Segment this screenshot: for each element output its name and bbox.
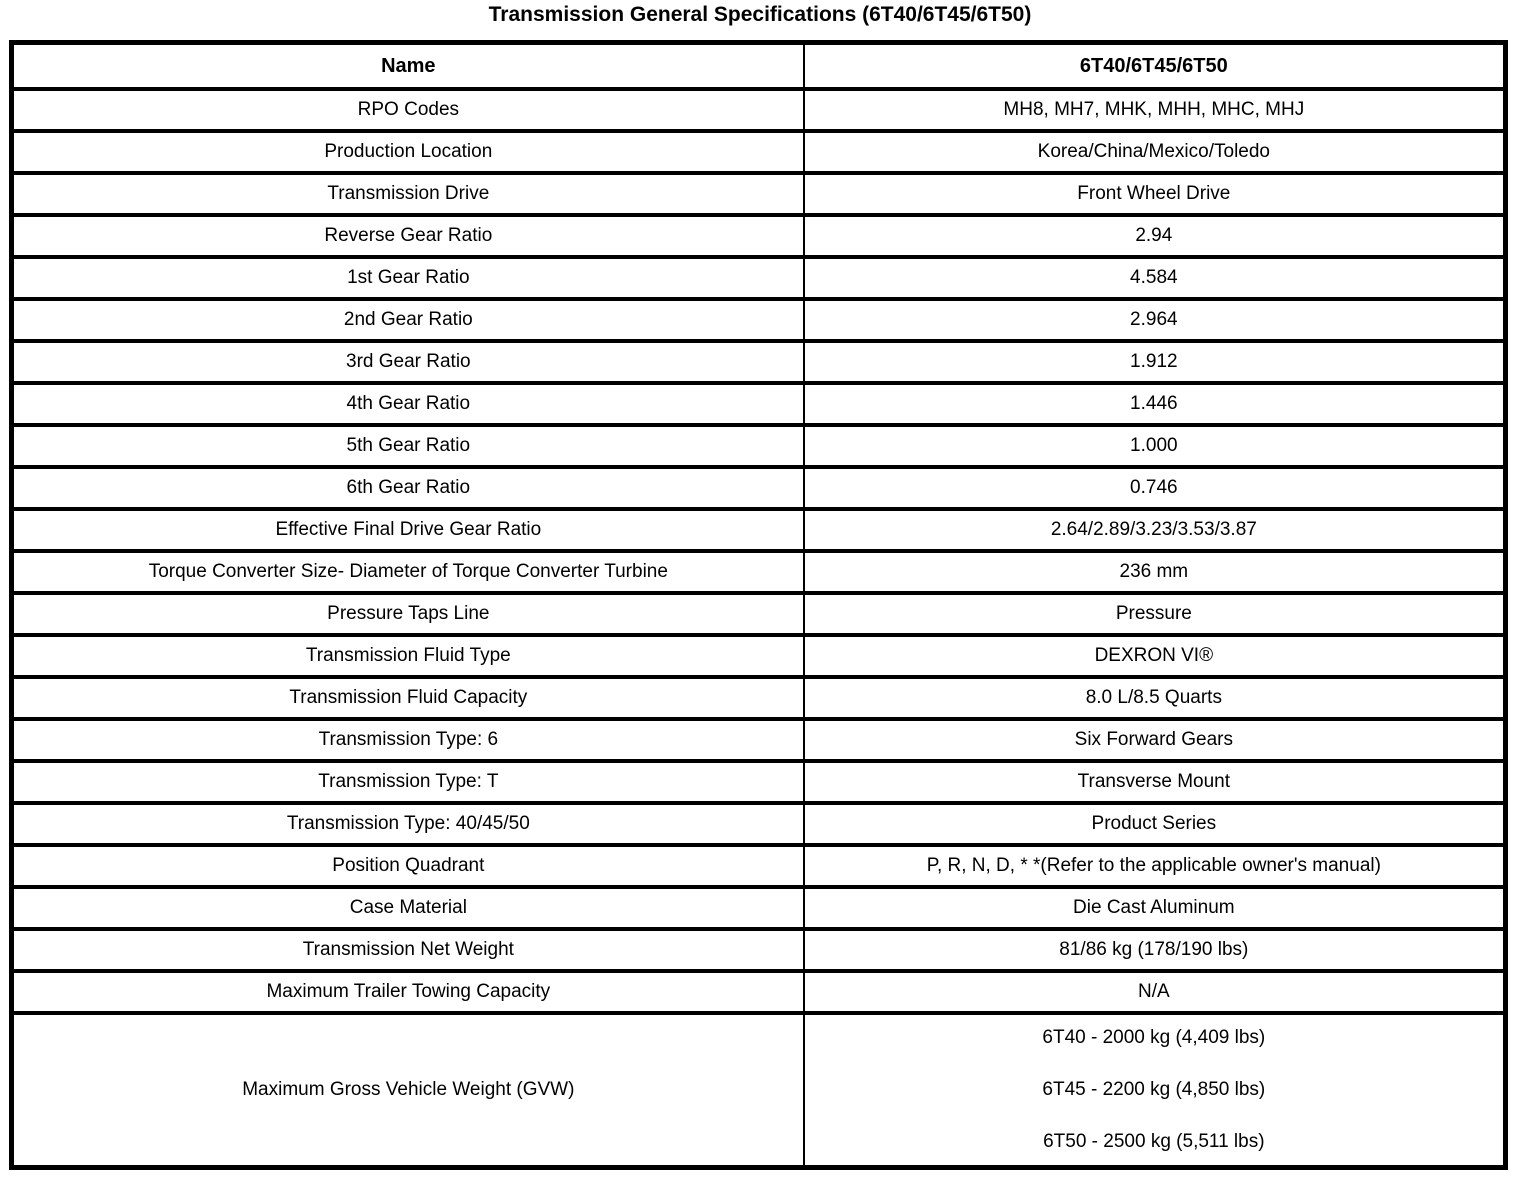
transmission-specifications-table: [9, 40, 1508, 1170]
spec-value-cell: 2.94: [1135, 225, 1173, 247]
spec-value-cell: 2.64/2.89/3.23/3.53/3.87: [1050, 519, 1257, 541]
spec-value-cell: P, R, N, D, * *(Refer to the applicable owner's manual): [926, 855, 1381, 877]
spec-value-cell: 1.912: [1130, 351, 1178, 373]
spec-value-cell: Transverse Mount: [1077, 771, 1231, 793]
spec-name-cell: Transmission Fluid Type: [14, 637, 805, 675]
spec-value-cell: N/A: [1137, 981, 1170, 1003]
table-row: [14, 133, 1503, 175]
spec-value-line: 6T45 - 2200 kg (4,850 lbs): [1042, 1079, 1266, 1101]
table-row: [14, 343, 1503, 385]
table-row: [14, 889, 1503, 931]
spec-name-cell: 2nd Gear Ratio: [14, 301, 805, 339]
spec-name-cell: RPO Codes: [14, 91, 805, 129]
spec-name-cell: Case Material: [14, 889, 805, 927]
table-row: [14, 301, 1503, 343]
spec-table-body: [14, 91, 1503, 1165]
table-row: [14, 931, 1503, 973]
table-row: [14, 805, 1503, 847]
spec-name-cell: 1st Gear Ratio: [14, 259, 805, 297]
spec-name-cell: 3rd Gear Ratio: [14, 343, 805, 381]
header-value-column: 6T40/6T45/6T50: [1079, 54, 1228, 77]
spec-name-cell: Transmission Net Weight: [14, 931, 805, 969]
spec-value-cell: Pressure: [1115, 603, 1192, 625]
table-row: [14, 217, 1503, 259]
table-row: [14, 511, 1503, 553]
spec-value-cell: Korea/China/Mexico/Toledo: [1037, 141, 1270, 163]
spec-value-cell: 236 mm: [1119, 561, 1189, 583]
spec-value-cell: 8.0 L/8.5 Quarts: [1085, 687, 1222, 709]
spec-value-cell: Die Cast Aluminum: [1073, 897, 1235, 919]
spec-name-cell: 4th Gear Ratio: [14, 385, 805, 423]
spec-value-cell: Six Forward Gears: [1074, 729, 1234, 751]
spec-value-cell: 2.964: [1130, 309, 1178, 331]
spec-name-cell: Position Quadrant: [14, 847, 805, 885]
spec-value-cell: 4.584: [1130, 267, 1178, 289]
table-row: [14, 553, 1503, 595]
spec-value-cell: Product Series: [1091, 813, 1217, 835]
spec-name-cell: Transmission Type: T: [14, 763, 805, 801]
spec-name-cell: 6th Gear Ratio: [14, 469, 805, 507]
spec-value-cell: 1.446: [1130, 393, 1178, 415]
table-row: [14, 385, 1503, 427]
spec-value-cell: DEXRON VI®: [1094, 645, 1214, 667]
table-row: [14, 1015, 1503, 1165]
spec-name-cell: Maximum Trailer Towing Capacity: [14, 973, 805, 1011]
spec-name-cell: Production Location: [14, 133, 805, 171]
spec-name-cell: Effective Final Drive Gear Ratio: [14, 511, 805, 549]
table-row: [14, 91, 1503, 133]
table-row: [14, 637, 1503, 679]
table-row: [14, 595, 1503, 637]
table-row: [14, 763, 1503, 805]
spec-name-cell: Transmission Fluid Capacity: [14, 679, 805, 717]
spec-name-cell: Maximum Gross Vehicle Weight (GVW): [14, 1015, 805, 1165]
spec-value-line: 6T50 - 2500 kg (5,511 lbs): [1043, 1131, 1265, 1153]
spec-name-cell: Torque Converter Size- Diameter of Torque Converter Turbine: [14, 553, 805, 591]
spec-name-cell: Pressure Taps Line: [14, 595, 805, 633]
page-title: Transmission General Specifications (6T40/6T45/6T50): [488, 3, 1032, 26]
table-row: [14, 259, 1503, 301]
spec-name-cell: Reverse Gear Ratio: [14, 217, 805, 255]
spec-name-cell: Transmission Type: 40/45/50: [14, 805, 805, 843]
table-header-row: [14, 45, 1503, 91]
table-row: [14, 973, 1503, 1015]
spec-name-cell: Transmission Type: 6: [14, 721, 805, 759]
spec-value-cell: [805, 1015, 1503, 1165]
table-row: [14, 469, 1503, 511]
table-row: [14, 427, 1503, 469]
table-row: [14, 721, 1503, 763]
spec-value-cell: 81/86 kg (178/190 lbs): [1059, 939, 1249, 961]
header-name-column: Name: [14, 45, 805, 87]
spec-name-cell: 5th Gear Ratio: [14, 427, 805, 465]
spec-name-cell: Transmission Drive: [14, 175, 805, 213]
spec-value-cell: 1.000: [1130, 435, 1178, 457]
table-row: [14, 847, 1503, 889]
spec-value-cell: Front Wheel Drive: [1077, 183, 1231, 205]
spec-value-line: 6T40 - 2000 kg (4,409 lbs): [1042, 1027, 1266, 1048]
spec-value-cell: MH8, MH7, MHK, MHH, MHC, MHJ: [1003, 99, 1305, 121]
spec-value-cell: 0.746: [1130, 477, 1178, 499]
table-row: [14, 679, 1503, 721]
table-row: [14, 175, 1503, 217]
